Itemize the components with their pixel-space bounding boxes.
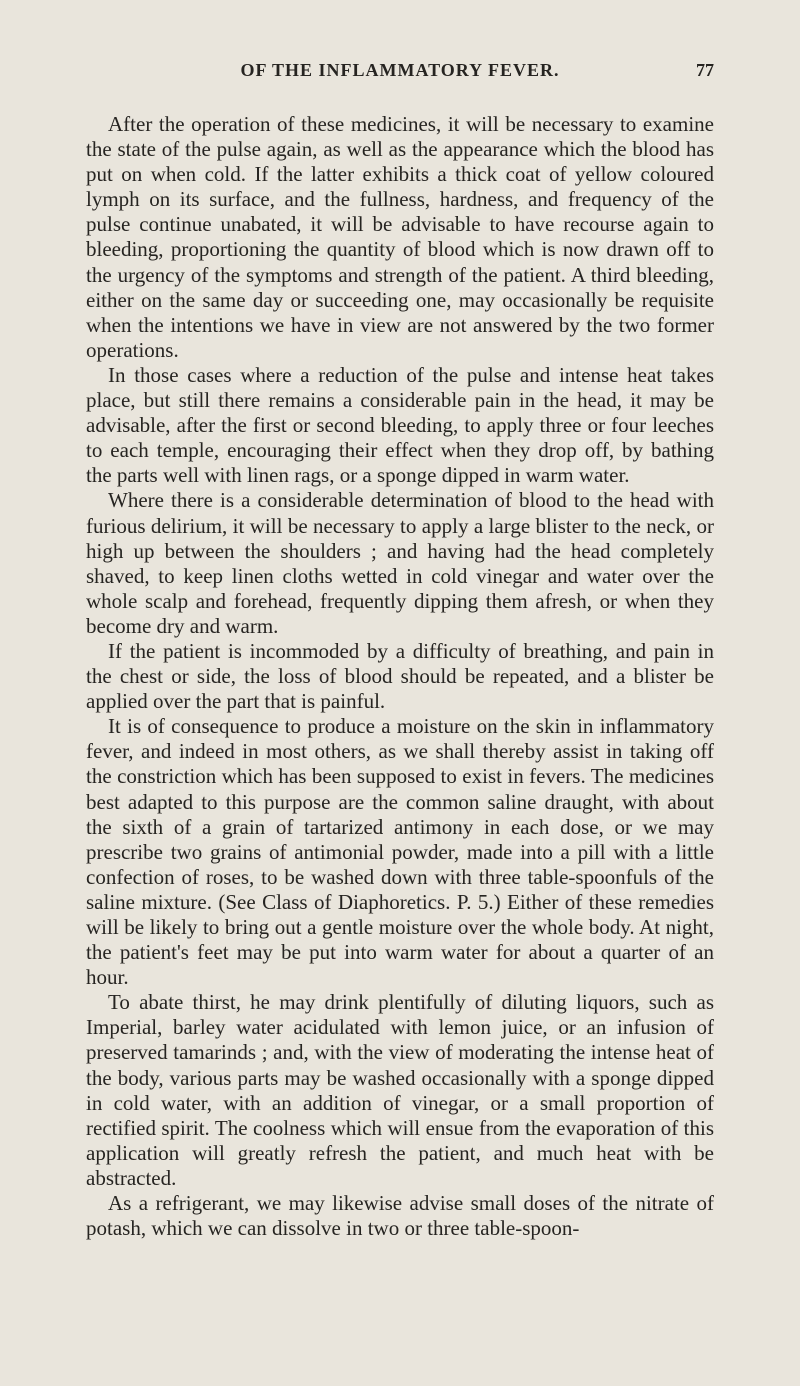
paragraph-thirst: To abate thirst, he may drink plentifully of diluting liquors, such as Imperial, barley water acidulated with lemon juice, or an infusion of preserved tamarinds ; and, with the view of moderating the intense heat of the body, various parts may be washed occasionally with a sponge dipped in cold water, with an addition of vinegar, or a small proportion of rectified spirit. The coolness which will ensue from the evaporation of this application will greatly refresh the patient, and much heat with be abstracted.	[86, 990, 714, 1190]
paragraph-moisture-skin: It is of consequence to produce a moisture on the skin in inflammatory fever, and indeed in most others, as we shall thereby assist in taking off the constriction which has been supposed to exist in fevers. The medicines best adapted to this purpose are the common saline draught, with about the sixth of a grain of tartarized antimony in each dose, or we may prescribe two grains of antimonial powder, made into a pill with a little confection of roses, to be washed down with three table-spoonfuls of the saline mixture. (See Class of Diaphoretics. P. 5.) Either of these remedies will be likely to bring out a gentle moisture over the whole body. At night, the patient's feet may be put into warm water for about a quarter of an hour.	[86, 714, 714, 990]
running-header-title: OF THE INFLAMMATORY FEVER.	[240, 60, 560, 80]
paragraph-refrigerant: As a refrigerant, we may likewise advise small doses of the nitrate of potash, which we can dissolve in two or three table-spoon-	[86, 1191, 714, 1241]
paragraph-blister-head: Where there is a considerable determination of blood to the head with furious delirium, it will be necessary to apply a large blister to the neck, or high up between the shoulders ; and having had the head completely shaved, to keep linen cloths wetted in cold vinegar and water over the whole scalp and forehead, frequently dipping them afresh, or when they become dry and warm.	[86, 488, 714, 638]
paragraph-bleeding-repeat: After the operation of these medicines, it will be necessary to examine the state of the pulse again, as well as the appearance which the blood has put on when cold. If the latter exhibits a thick coat of yellow coloured lymph on its surface, and the fullness, hardness, and frequency of the pulse continue unabated, it will be advisable to have recourse again to bleeding, proportioning the quantity of blood which is now drawn off to the urgency of the symptoms and strength of the patient. A third bleeding, either on the same day or succeeding one, may occasionally be requisite when the intentions we have in view are not answered by the two former operations.	[86, 112, 714, 362]
page-number: 77	[696, 60, 714, 80]
body-text	[86, 112, 714, 1241]
running-header	[86, 60, 714, 90]
paragraph-leeches: In those cases where a reduction of the pulse and intense heat takes place, but still there remains a considerable pain in the head, it may be advisable, after the first or second bleeding, to apply three or four leeches to each temple, encouraging their effect when they drop off, by bathing the parts well with linen rags, or a sponge dipped in warm water.	[86, 362, 714, 488]
paragraph-breathing: If the patient is incommoded by a difficulty of breathing, and pain in the chest or side, the loss of blood should be repeated, and a blister be applied over the part that is painful.	[86, 638, 714, 714]
